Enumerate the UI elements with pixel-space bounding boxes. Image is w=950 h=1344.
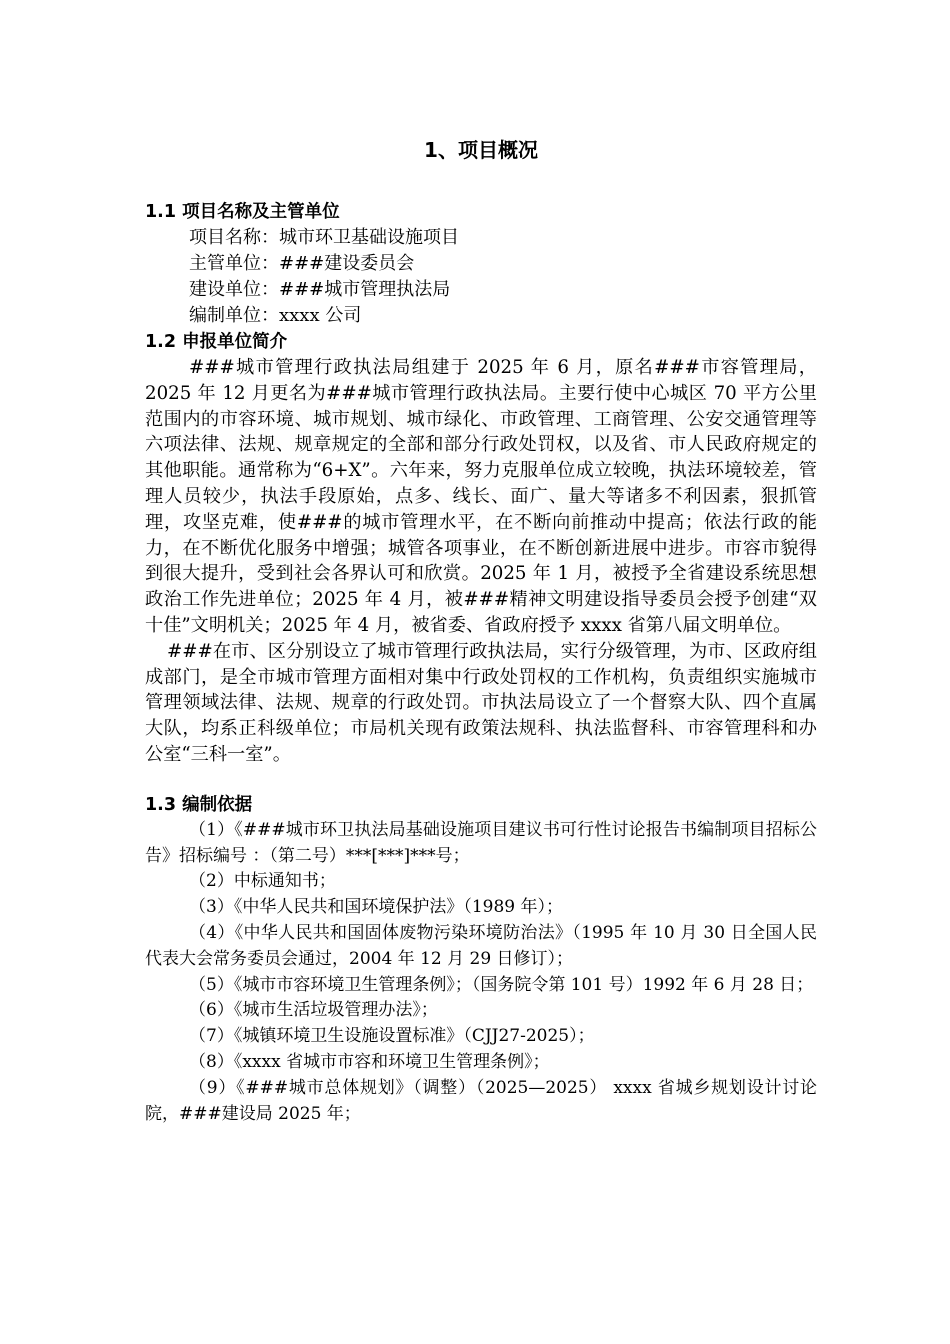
basis-item-3: （3）《中华人民共和国环境保护法》（1989 年）；	[189, 897, 563, 918]
project-name-line: 项目名称：城市环卫基础设施项目	[189, 227, 459, 248]
organization-paragraph: ###在市、区分别设立了城市管理行政执法局，实行分级管理，为市、区政府组成部门，是全市城市管理方面相对集中行政处罚权的工作机构，负责组织实施城市管理领域法律、法规、规章的行政处罚。市执法局设立了一个督察大队、四个直属大队，均系正科级单位；市局机关现有政策法规科、执法监督科、市容管理科和办公室“三科一室”。	[145, 640, 817, 765]
section-spacer	[145, 768, 817, 792]
basis-item-9: （9）《###城市总体规划》（调整）（2025—2025） xxxx 省城乡规划设计讨论院，###建设局 2025 年；	[145, 1077, 817, 1124]
basis-item-7: （7）《城镇环境卫生设施设置标准》（CJJ27-2025）；	[189, 1026, 595, 1047]
compiling-unit-line: 编制单位：xxxx 公司	[189, 305, 362, 326]
basis-item-6: （6）《城市生活垃圾管理办法》；	[189, 1000, 438, 1021]
basis-item-5: （5）《城市市容环境卫生管理条例》；（国务院令第 101 号）1992 年 6 月 28 日；	[189, 974, 814, 995]
document-title: 1、项目概况	[424, 138, 538, 162]
section-heading-1-3: 1.3 编制依据	[145, 794, 253, 815]
basis-item-4: （4）《中华人民共和国固体废物污染环境防治法》（1995 年 10 月 30 日全国人民代表大会常务委员会通过，2004 年 12 月 29 日修订）；	[145, 922, 817, 969]
supervising-unit-line: 主管单位：###建设委员会	[189, 253, 415, 274]
basis-item-8: （8）《xxxx 省城市市容和环境卫生管理条例》；	[189, 1051, 550, 1072]
basis-item-1: （1）《###城市环卫执法局基础设施项目建议书可行性讨论报告书编制项目招标公告》招标编号 ：（第二号）***[***]***号；	[145, 819, 817, 866]
section-heading-1-2: 1.2 申报单位简介	[145, 332, 288, 352]
document-body	[145, 199, 817, 1127]
applicant-intro-paragraph: ###城市管理行政执法局组建于 2025 年 6 月，原名###市容管理局，2025 年 12 月更名为###城市管理行政执法局。主要行使中心城区 70 平方公里范围内的市容环境、城市规划、城市绿化、市政管理、工商管理、公安交通管理等六项法律、法规、规章规定的全部和部分行政处罚权，以及省、市人民政府规定的其他职能。通常称为“6+X”。六年来，努力克服单位成立较晚，执法环境较差，管理人员较少，执法手段原始，点多、线长、面广、量大等诸多不利因素，狠抓管理，攻坚克难，使###的城市管理水平，在不断向前推动中提高；依法行政的能力，在不断优化服务中增强；城管各项事业，在不断创新进展中进步。市容市貌得到很大提升，受到社会各界认可和欣赏。2025 年 1 月，被授予全省建设系统思想政治工作先进单位；2025 年 4 月，被###精神文明建设指导委员会授予创建“双十佳”文明机关；2025 年 4 月，被省委、省政府授予 xxxx 省第八届文明单位。	[145, 357, 817, 636]
section-heading-1-1: 1.1 项目名称及主管单位	[145, 202, 340, 222]
construction-unit-line: 建设单位：###城市管理执法局	[189, 279, 451, 300]
basis-item-2: （2）中标通知书；	[189, 871, 336, 892]
